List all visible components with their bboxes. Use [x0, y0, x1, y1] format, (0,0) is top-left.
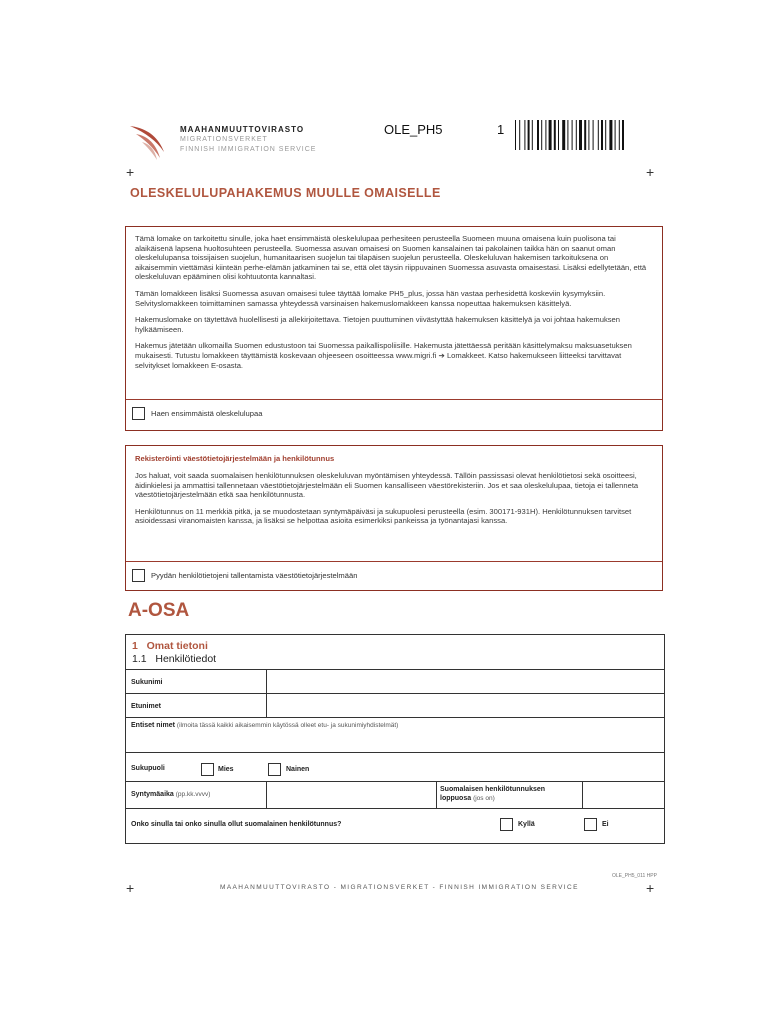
pin-suffix-field — [440, 785, 545, 803]
divider — [436, 781, 437, 808]
registration-mark: + — [646, 164, 655, 180]
yes-checkbox[interactable] — [500, 818, 513, 831]
male-checkbox[interactable] — [201, 763, 214, 776]
registration-text — [135, 471, 651, 533]
divider — [582, 781, 583, 808]
section-number: 1 — [132, 640, 138, 652]
pin-suffix-hint: (jos on) — [473, 795, 495, 802]
document-title: OLESKELULUPAHAKEMUS MUULLE OMAISELLE — [130, 186, 441, 200]
subsection-title: Henkilötiedot — [155, 653, 217, 665]
has-pin-question: Onko sinulla tai onko sinulla ollut suomalainen henkilötunnus? — [131, 821, 342, 828]
intro-paragraph: Tämä lomake on tarkoitettu sinulle, joka haet ensimmäistä oleskelulupaa perhesiteen perusteella Suomeen muuna omaisena kuin puolisona tai alaikäisenä lapsena huoltosuhteen perusteella. Suomessa asuvan omaisesi on Suomen kansalainen tai pakolainen taikka hän on saanut oman oleskelulupansa toissijaisen suojelun, humanitaarisen suojelun tai tilapäisen suojelun perusteella. Oleskeluluvan hakemisen tarkoituksena on aikaisemmin viettämäsi kiinteän perhe-elämän jatkaminen tai se, että olet täysin riippuvainen Suomessa asuvasta omaisestasi. Lisäksi edellytetään, että oleskeluluvan epääminen olisi kohtuutonta kannaltasi. — [135, 234, 647, 282]
surname-label: Sukunimi — [131, 679, 163, 686]
registration-mark: + — [646, 880, 655, 896]
agency-name-fi: MAAHANMUUTTOVIRASTO — [180, 125, 305, 134]
divider — [266, 781, 267, 808]
dob-input[interactable] — [268, 782, 435, 807]
register-data-label: Pyydän henkilötietojeni tallentamista väestötietojärjestelmään — [151, 571, 358, 580]
former-names-input[interactable] — [128, 732, 662, 751]
intro-paragraph: Hakemus jätetään ulkomailla Suomen edustustoon tai Suomessa paikallispoliisille. Hakemusta jätettäessä peritään käsittelymaksu maksuasetuksen mukaisesti. Tutustu lomakkeen täyttämistä koskevaan ohjeeseen osoitteessa www.migri.fi ➔ Lomakkeet. Katso hakemukseen liitteeksi tarvittavat selvitykset lomakkeen E-osasta. — [135, 341, 632, 370]
female-label: Nainen — [286, 766, 310, 773]
agency-name — [180, 125, 316, 155]
footer-text: MAAHANMUUTTOVIRASTO - MIGRATIONSVERKET - FINNISH IMMIGRATION SERVICE — [220, 884, 579, 891]
section-heading — [132, 640, 208, 652]
dob-label: Syntymäaika — [131, 791, 174, 798]
divider — [266, 669, 267, 717]
pin-suffix-label-2: loppuosa — [440, 795, 472, 802]
intro-paragraph: Tämän lomakkeen lisäksi Suomessa asuvan omaisesi tulee täyttää lomake PH5_plus, jossa hän vastaa perhesidettä koskeviin kysymyksiin. Selvityslomakkeen toimittaminen samassa yhteydessä varsinaisen hakemuslomakkeen kanssa nopeuttaa hakemuksen käsittelyä. — [135, 288, 606, 308]
agency-name-en: FINNISH IMMIGRATION SERVICE — [180, 146, 317, 153]
gender-label: Sukupuoli — [131, 765, 165, 772]
female-checkbox[interactable] — [268, 763, 281, 776]
intro-paragraph: Hakemuslomake on täytettävä huolellisesti ja allekirjoitettava. Tietojen puuttuminen viivästyttää hakemuksen käsittelyä ja voi johtaa hakemuksen hylkäämiseen. — [135, 315, 620, 334]
first-names-input[interactable] — [268, 694, 663, 716]
first-permit-checkbox[interactable] — [132, 407, 145, 420]
form-version: OLE_PH5_011 HPP — [612, 873, 657, 879]
pin-suffix-label: Suomalaisen henkilötunnuksen — [440, 786, 546, 793]
dob-field — [131, 791, 210, 798]
registration-box — [125, 445, 663, 591]
migri-logo-icon — [128, 122, 174, 162]
register-data-checkbox[interactable] — [132, 569, 145, 582]
registration-paragraph: Jos haluat, voit saada suomalaisen henkilötunnuksen oleskeluluvan myöntämisen yhteydessä. Tällöin passissasi olevat henkilötietosi sekä osoitteesi, äidinkielesi ja ammattisi tallennetaan väestötietojärjestelmään eli Suomen kansalliseen väestörekisteriin. Jos et saa oleskelulupaa, tietoja ei tallenneta väestötietojärjestelmään etkä saa henkilötunnusta. — [135, 471, 639, 500]
section-title: Omat tietoni — [146, 640, 208, 652]
register-data-option — [132, 569, 357, 582]
divider — [126, 808, 664, 809]
divider — [126, 561, 662, 562]
divider — [126, 717, 664, 718]
first-permit-option — [132, 407, 262, 420]
intro-text — [135, 234, 651, 377]
subsection-number: 1.1 — [132, 653, 147, 665]
barcode-icon — [515, 120, 655, 150]
subsection-heading — [132, 653, 216, 665]
form-code: OLE_PH5 — [384, 122, 443, 137]
page-number: 1 — [497, 122, 505, 137]
registration-paragraph: Henkilötunnus on 11 merkkiä pitkä, ja se muodostetaan syntymäpäiväsi ja sukupuolesi perusteella (esim. 300171-931H). Henkilötunnuksen tarvitset asioidessasi viranomaisten kanssa, ja lisäksi se helpottaa asioita esimerkiksi pankeissa ja työnantajasi kanssa. — [135, 506, 632, 526]
no-checkbox[interactable] — [584, 818, 597, 831]
pin-suffix-input[interactable] — [584, 782, 663, 807]
first-permit-label: Haen ensimmäistä oleskelulupaa — [151, 409, 263, 418]
former-names-hint: (ilmoita tässä kaikki aikaisemmin käytössä olleet etu- ja sukunimiyhdistelmät) — [176, 722, 399, 729]
personal-details-form — [125, 634, 665, 844]
intro-box — [125, 226, 663, 431]
first-names-label: Etunimet — [131, 703, 161, 710]
no-label: Ei — [602, 821, 609, 828]
registration-mark: + — [126, 164, 135, 180]
former-names-label: Entiset nimet — [131, 722, 175, 729]
divider — [126, 752, 664, 753]
dob-hint: (pp.kk.vvvv) — [175, 791, 211, 798]
male-label: Mies — [218, 766, 234, 773]
registration-mark: + — [126, 880, 135, 896]
agency-name-sv: MIGRATIONSVERKET — [180, 136, 268, 143]
registration-heading: Rekisteröinti väestötietojärjestelmään ja henkilötunnus — [135, 454, 335, 463]
yes-label: Kyllä — [518, 821, 535, 828]
divider — [126, 399, 662, 400]
former-names-field — [131, 722, 398, 729]
section-a-heading: A-OSA — [128, 600, 190, 621]
surname-input[interactable] — [268, 670, 663, 692]
